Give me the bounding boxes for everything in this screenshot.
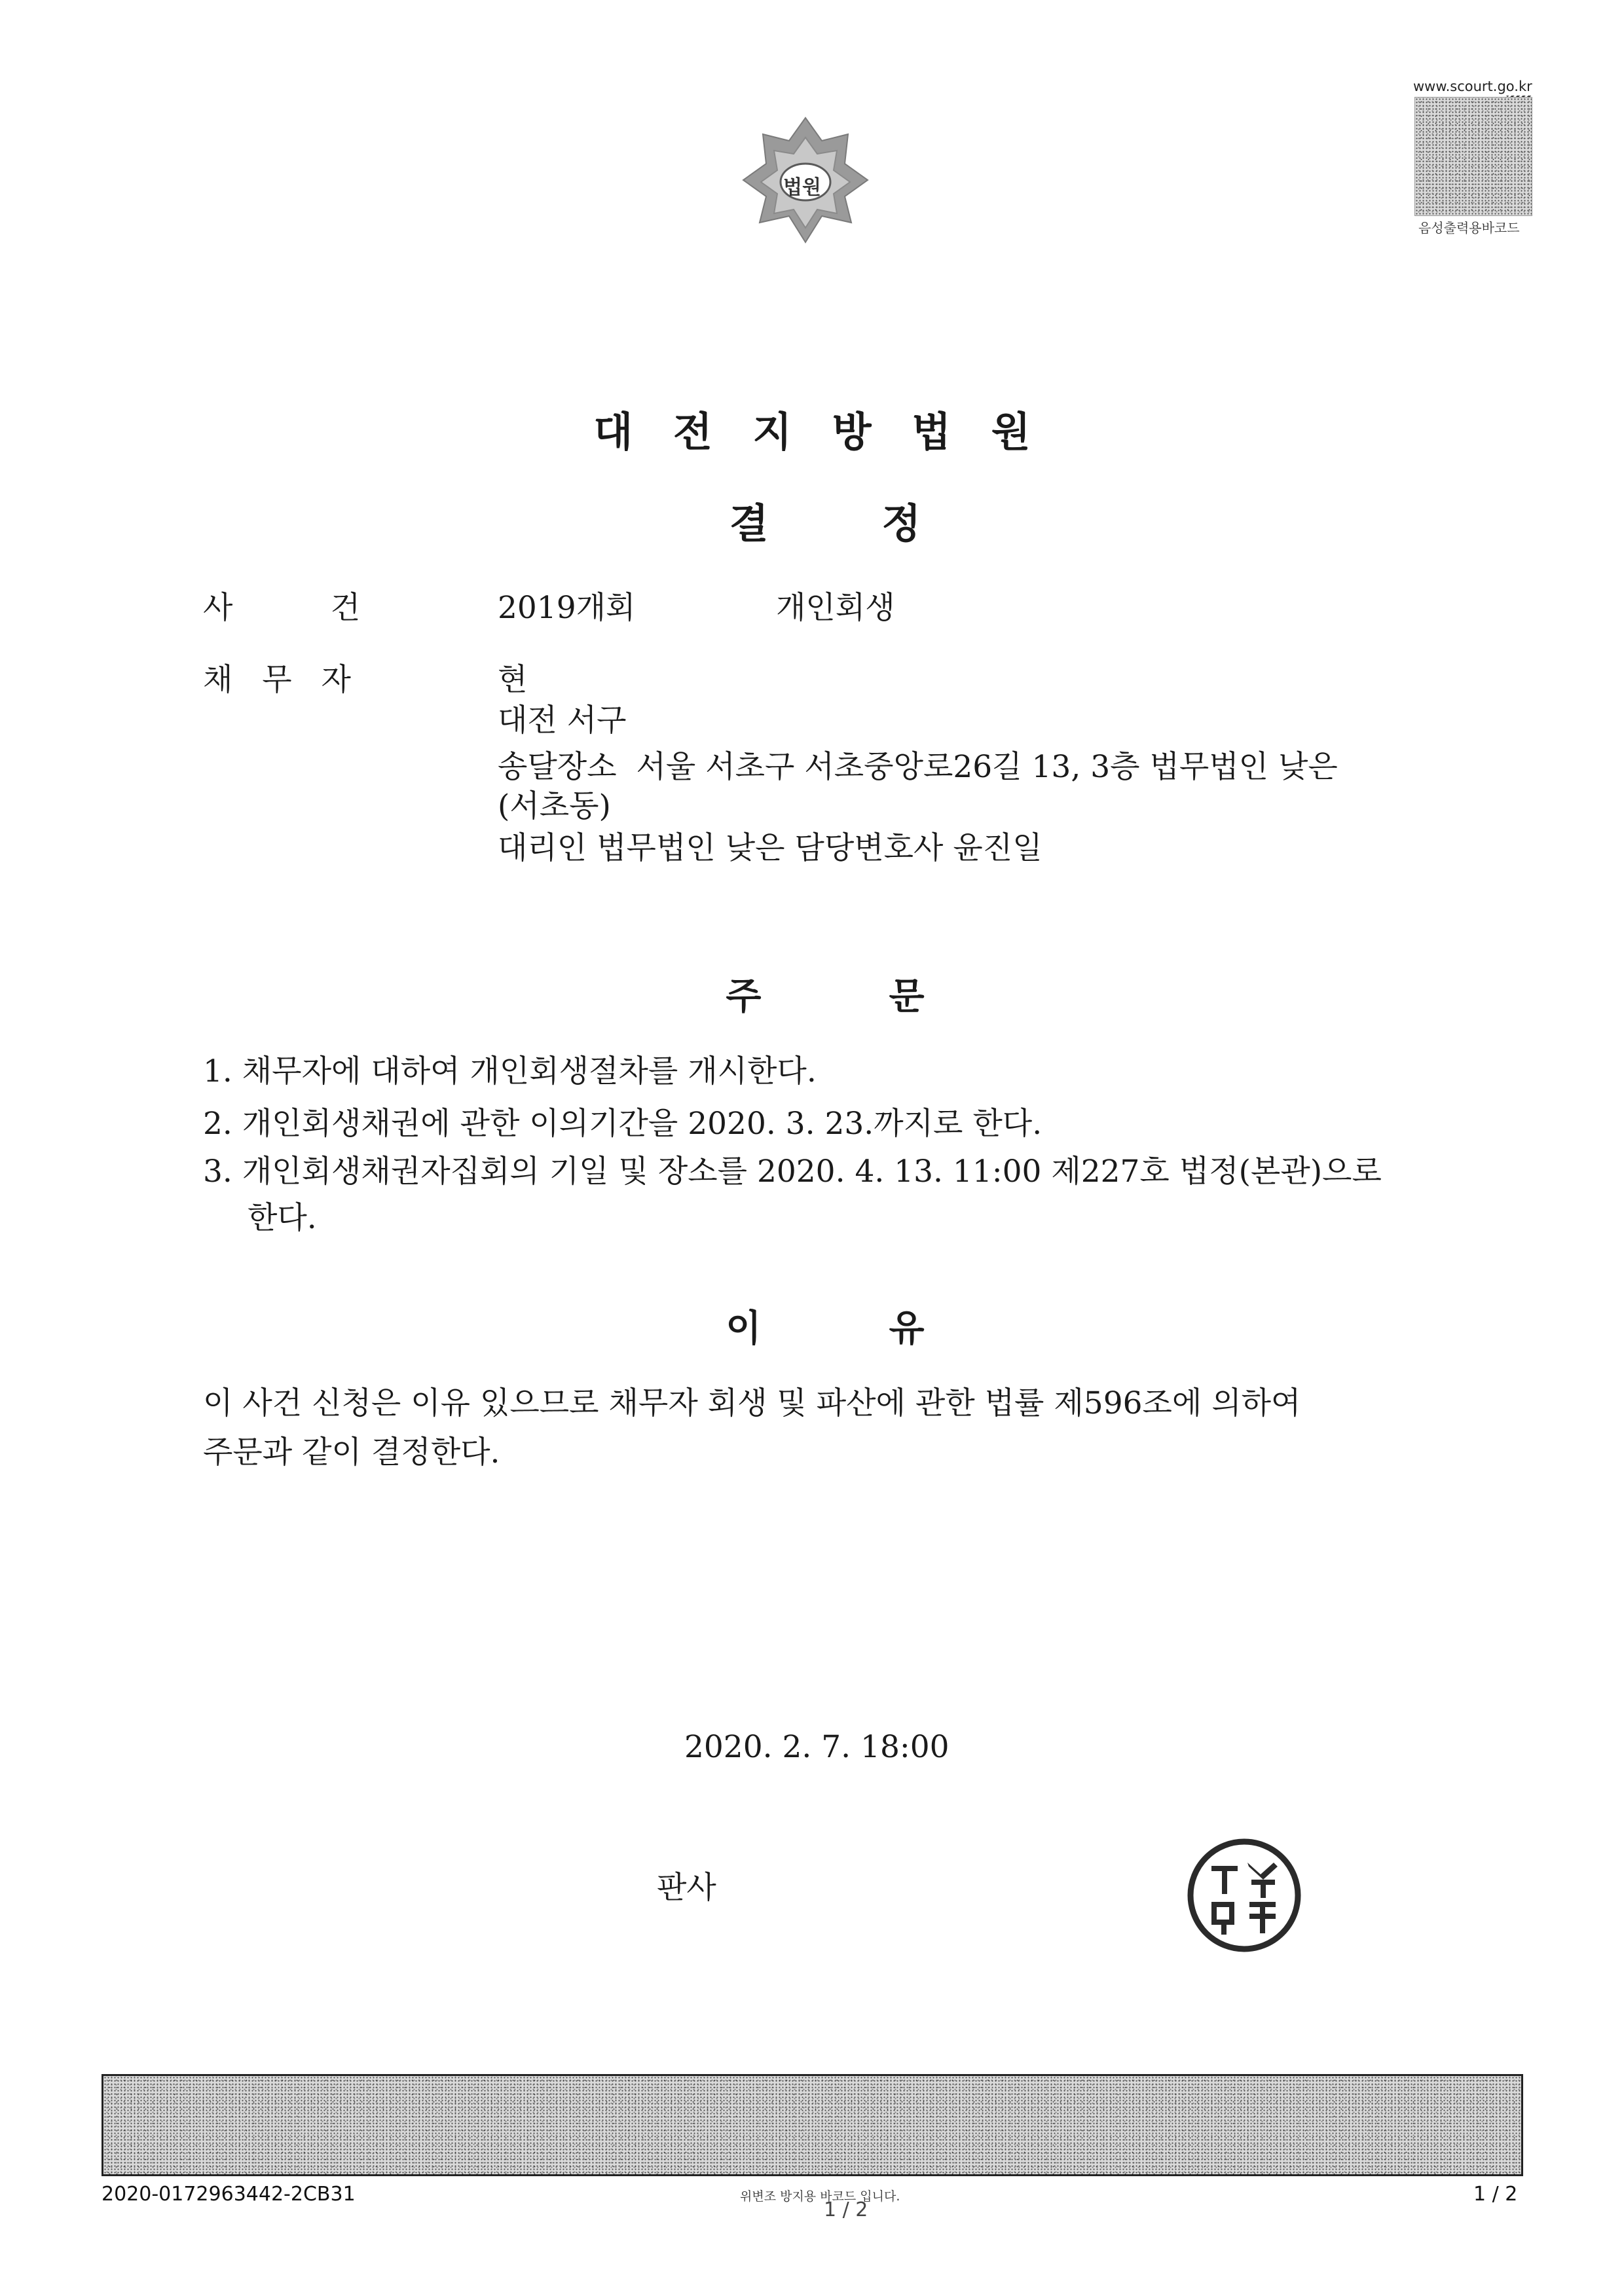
case-number: 2019개회 — [498, 590, 636, 626]
service-address-line2: (서초동) — [498, 788, 611, 824]
forgery-prevention-barcode — [101, 2074, 1523, 2176]
service-address-line1: 송달장소 서울 서초구 서초중앙로26길 13, 3층 법무법인 낮은 — [498, 749, 1338, 785]
case-label: 사 건 — [203, 590, 361, 626]
order-heading: 주 문 — [726, 975, 925, 1018]
emblem-label: 법원 — [783, 176, 821, 199]
barcode-caption: 음성출력용바코드 — [1418, 220, 1520, 236]
order-item-1: 1. 채무자에 대하여 개인회생절차를 개시한다. — [203, 1053, 817, 1089]
barcode-url: www.scourt.go.kr — [1413, 79, 1532, 94]
reason-line-1: 이 사건 신청은 이유 있으므로 채무자 회생 및 파산에 관한 법률 제596조에 의하여 — [203, 1385, 1301, 1421]
debtor-name: 현 — [498, 662, 528, 698]
forgery-note: 위변조 방지용 바코드 입니다. — [740, 2189, 900, 2204]
judge-seal-stamp — [1185, 1836, 1303, 1954]
page-number-right: 1 / 2 — [1473, 2183, 1518, 2206]
debtor-agent: 대리인 법무법인 낮은 담당변호사 윤진일 — [498, 830, 1043, 866]
court-name: 대 전 지 방 법 원 — [593, 408, 1031, 456]
order-item-2: 2. 개인회생채권에 관한 이의기간을 2020. 3. 23.까지로 한다. — [203, 1106, 1043, 1142]
order-item-3-cont: 한다. — [248, 1200, 317, 1236]
debtor-address: 대전 서구 — [498, 702, 627, 738]
judge-label: 판사 — [657, 1870, 716, 1906]
case-type: 개인회생 — [776, 590, 895, 626]
reason-line-2: 주문과 같이 결정한다. — [203, 1434, 500, 1470]
court-emblem-icon — [740, 111, 871, 255]
page-number-center: 1 / 2 — [824, 2198, 868, 2221]
barcode-image — [1414, 97, 1532, 216]
decision-date: 2020. 2. 7. 18:00 — [684, 1729, 950, 1765]
document-type: 결 정 — [729, 500, 921, 547]
reason-heading: 이 유 — [726, 1307, 925, 1350]
debtor-label: 채 무 자 — [203, 662, 351, 698]
document-id: 2020-0172963442-2CB31 — [101, 2183, 356, 2206]
voice-barcode — [1413, 79, 1532, 236]
order-item-3: 3. 개인회생채권자집회의 기일 및 장소를 2020. 4. 13. 11:00 제227호 법정(본관)으로 — [203, 1154, 1382, 1190]
